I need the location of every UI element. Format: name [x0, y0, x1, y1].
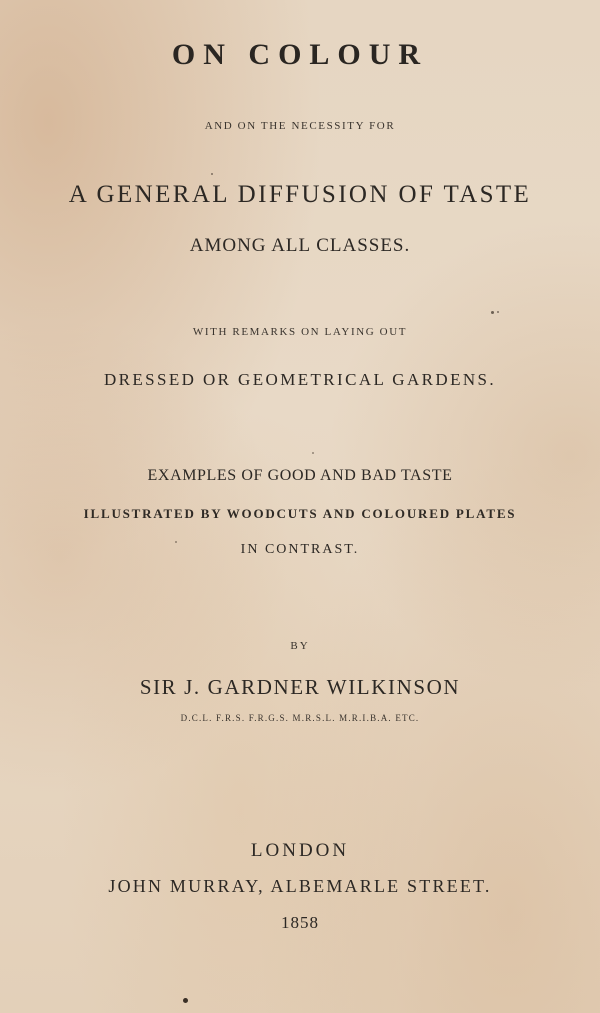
subtitle-line-1: AND ON THE NECESSITY FOR	[204, 120, 396, 132]
imprint-city: LONDON	[250, 840, 350, 861]
paper-speck	[183, 998, 188, 1003]
examples-line-3: IN CONTRAST.	[240, 542, 360, 557]
imprint-publisher: JOHN MURRAY, ALBEMARLE STREET.	[108, 876, 492, 896]
examples-line-2: ILLUSTRATED BY WOODCUTS AND COLOURED PLATES	[83, 506, 517, 521]
paper-speck	[497, 311, 499, 313]
paper-speck	[312, 452, 314, 454]
author-name: SIR J. GARDNER WILKINSON	[139, 675, 461, 699]
subtitle-line-2: A GENERAL DIFFUSION OF TASTE	[68, 181, 532, 208]
paper-speck	[491, 311, 494, 314]
paper-speck	[211, 173, 213, 175]
author-credentials: D.C.L. F.R.S. F.R.G.S. M.R.S.L. M.R.I.B.A. ETC.	[180, 713, 420, 723]
remarks-line-2: DRESSED OR GEOMETRICAL GARDENS.	[103, 370, 497, 389]
paper-speck	[175, 541, 177, 543]
book-title: ON COLOUR	[171, 38, 429, 71]
subtitle-line-3: AMONG ALL CLASSES.	[189, 235, 411, 256]
imprint-year: 1858	[281, 913, 319, 932]
by-label: BY	[290, 640, 310, 652]
remarks-line-1: WITH REMARKS ON LAYING OUT	[192, 326, 408, 338]
examples-line-1: EXAMPLES OF GOOD AND BAD TASTE	[147, 467, 453, 484]
